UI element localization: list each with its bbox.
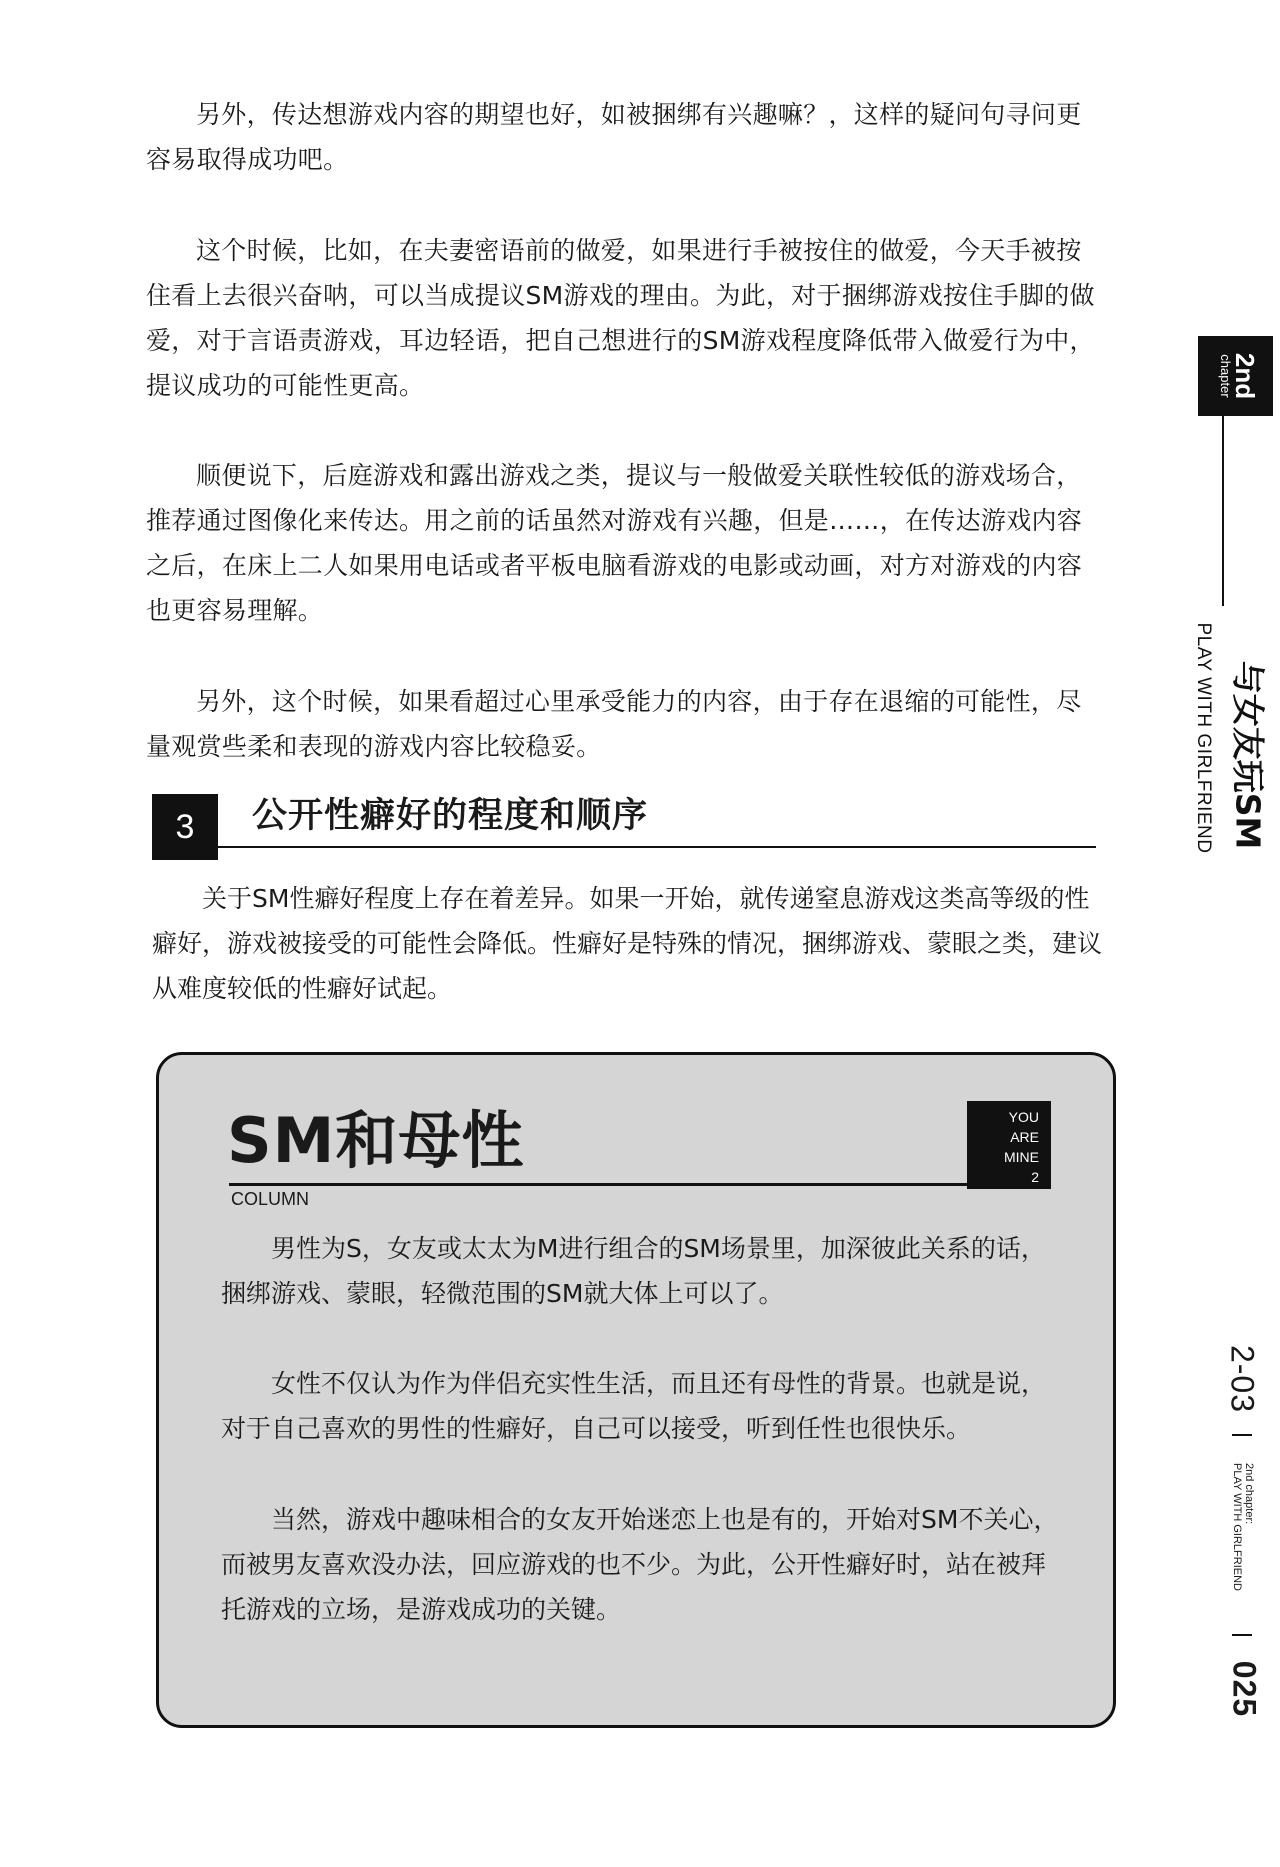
page-number: 025 (1226, 1660, 1263, 1718)
running-chapter-line: 2nd chapter: (1243, 1463, 1255, 1525)
column-paragraph-3: 当然，游戏中趣味相合的女友开始迷恋上也是有的，开始对SM不关心，而被男友喜欢没办法，回应游戏的也不少。为此，公开性癖好时，站在被拜托游戏的立场，是游戏成功的关键。 (221, 1505, 1059, 1624)
chapter-tab (1198, 336, 1273, 416)
running-chapter (1231, 1463, 1255, 1591)
badge-line: MINE (1004, 1149, 1039, 1165)
body-paragraph-3: 顺便说下，后庭游戏和露出游戏之类，提议与一般做爱关联性较低的游戏场合，推荐通过图像化来传达。用之前的话虽然对游戏有兴趣，但是……，在传达游戏内容之后，在床上二人如果用电话或者平板电脑看游戏的电影或动画，对方对游戏的内容也更容易理解。 (146, 461, 1083, 625)
section-divider (218, 846, 1096, 848)
footer-separator (1232, 1634, 1252, 1636)
section-paragraph: 关于SM性癖好程度上存在着差异。如果一开始，就传递窒息游戏这类高等级的性癖好，游戏被接受的可能性会降低。性癖好是特殊的情况，捆绑游戏、蒙眼之类，建议从难度较低的性癖好试起。 (152, 884, 1103, 1003)
column-label: COLUMN (231, 1189, 310, 1209)
running-chapter-line: PLAY WITH GIRLFRIEND (1231, 1463, 1243, 1591)
badge-line: YOU (1008, 1109, 1039, 1125)
body-paragraph-1: 另外，传达想游戏内容的期望也好，如被捆绑有兴趣嘛？，这样的疑问句寻问更容易取得成功吧。 (146, 100, 1082, 174)
chapter-title: 与女友玩SM (1228, 660, 1268, 850)
column-paragraph-2: 女性不仅认为作为伴侣充实性生活，而且还有母性的背景。也就是说，对于自己喜欢的男性的性癖好，自己可以接受，听到任性也很快乐。 (221, 1369, 1047, 1443)
section-code: 2-03 (1224, 1344, 1261, 1414)
section-number: 3 (152, 794, 218, 860)
badge-line: ARE (1010, 1129, 1039, 1145)
chapter-number: 2nd (1230, 352, 1260, 400)
chapter-subtitle: PLAY WITH GIRLFRIEND (1193, 622, 1214, 854)
footer-separator (1232, 1434, 1252, 1436)
section-title: 公开性癖好的程度和顺序 (252, 796, 649, 836)
badge-line: 2 (1031, 1169, 1039, 1185)
body-paragraph-2: 这个时候，比如，在夫妻密语前的做爱，如果进行手被按住的做爱，今天手被按住看上去很兴奋呐，可以当成提议SM游戏的理由。为此，对于捆绑游戏按住手脚的做爱，对于言语责游戏，耳边轻语，把自己想进行的SM游戏程度降低带入做爱行为中，提议成功的可能性更高。 (146, 236, 1095, 400)
column-divider (229, 1183, 979, 1186)
chapter-label: chapter (1218, 354, 1233, 398)
column-paragraph-1: 男性为S，女友或太太为M进行组合的SM场景里，加深彼此关系的话，捆绑游戏、蒙眼，轻微范围的SM就大体上可以了。 (221, 1234, 1046, 1308)
column-box (156, 1052, 1116, 1728)
body-paragraph-4: 另外，这个时候，如果看超过心里承受能力的内容，由于存在退缩的可能性，尽量观赏些柔和表现的游戏内容比较稳妥。 (146, 687, 1082, 761)
side-rule (1222, 416, 1224, 606)
column-badge (967, 1101, 1051, 1189)
column-title: SM和母性 (227, 1104, 525, 1177)
